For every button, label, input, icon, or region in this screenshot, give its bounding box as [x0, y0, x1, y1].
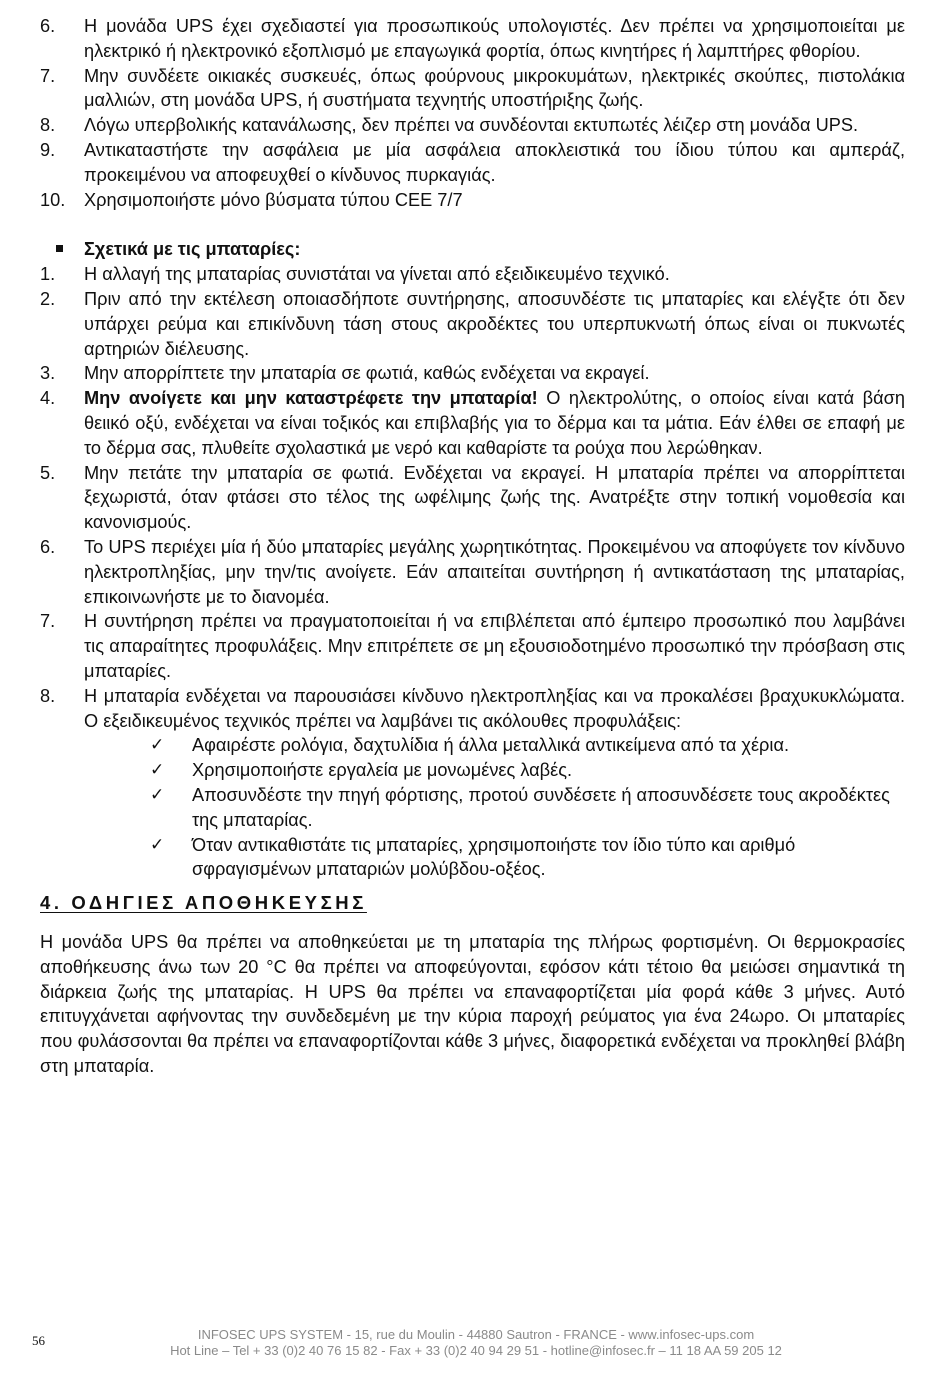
list-item	[40, 138, 905, 188]
item-text: Αντικαταστήστε την ασφάλεια με μία ασφάλεια αποκλειστικά του ίδιου τύπου και αμπεράζ, προκειμένου να αποφευχθεί ο κίνδυνος πυρκαγιάς.	[84, 139, 905, 185]
page-footer	[100, 1327, 852, 1359]
safety-list-continued	[40, 14, 905, 212]
list-item	[40, 14, 905, 64]
checklist-item	[150, 833, 905, 883]
item-number: 2.	[40, 288, 56, 309]
list-item	[40, 64, 905, 114]
list-item	[40, 361, 905, 386]
page-number: 56	[32, 1333, 45, 1348]
item-warning-bold: Μην ανοίγετε και μην καταστρέφετε την μπαταρία!	[84, 388, 538, 409]
section-title: 4. ΟΔΗΓΙΕΣ ΑΠΟΘΗΚΕΥΣΗΣ	[40, 892, 367, 914]
item-number: 6.	[40, 16, 56, 36]
checkmark-icon: ✓	[150, 735, 165, 756]
item-text: Η μονάδα UPS έχει σχεδιαστεί για προσωπικούς υπολογιστές. Δεν πρέπει να χρησιμοποιείται με ηλεκτρικό ή ηλεκτρονικό εξοπλισμό με επαγωγικά φορτία, όπως κινητήρες ή λαμπτήρες φθορίου.	[84, 16, 905, 61]
footer-address: INFOSEC UPS SYSTEM - 15, rue du Moulin - 44880 Sautron - FRANCE - www.infosec-ups.com	[197, 1327, 755, 1342]
item-number: 8.	[40, 685, 56, 706]
item-number: 4.	[40, 388, 56, 409]
item-number: 1.	[40, 264, 56, 285]
item-number: 7.	[40, 65, 56, 86]
item-text: Η συντήρηση πρέπει να πραγματοποιείται ή να επιβλέπεται από έμπειρο προσωπικό που λαμβάνει τις απαραίτητες προφυλάξεις. Μην επιτρέπετε σε μη εξουσιοδοτημένο προσωπικό την πρόσβαση στις μπαταρίες.	[84, 611, 905, 681]
item-text: Μην συνδέετε οικιακές συσκευές, όπως φούρνους μικροκυμάτων, ηλεκτρικές σκούπες, πιστολάκια μαλλιών, στη μονάδα UPS, ή συστήματα τεχνητής υποστήριξης ζωής.	[84, 65, 905, 111]
page-content	[40, 14, 905, 1079]
checklist-item	[150, 758, 905, 783]
checkmark-icon: ✓	[150, 784, 165, 805]
battery-subheading-text: Σχετικά με τις μπαταρίες:	[84, 239, 301, 260]
storage-paragraph: Η μονάδα UPS θα πρέπει να αποθηκεύεται με τη μπαταρία της πλήρως φορτισμένη. Οι θερμοκρασίες αποθήκευσης άνω των 20 °C θα πρέπει να αποφεύγονται, εφόσον κάτι τέτοιο θα μειώσει σημαντικά τη διάρκεια ζωής της μπαταρίας. Η UPS θα πρέπει να επαναφορτίζεται μία φορά κάθε 3 μήνες. Αυτό επιτυγχάνεται αφήνοντας την συνδεδεμένη με την κύρια παροχή ρεύματος για ένα 24ωρο. Οι μπαταρίες που φυλάσσονται θα πρέπει να επαναφορτίζονται κάθε 3 μήνες, διαφορετικά ενδέχεται να προκληθεί βλάβη στη μπαταρία.	[40, 932, 905, 1077]
footer-contact: Hot Line – Tel + 33 (0)2 40 76 15 82 - Fax + 33 (0)2 40 94 29 51 - hotline@infosec.fr – 11 18 AA 59 205 12	[170, 1343, 782, 1358]
checklist-text: Αφαιρέστε ρολόγια, δαχτυλίδια ή άλλα μεταλλικά αντικείμενα από τα χέρια.	[192, 735, 790, 756]
checklist-item	[150, 733, 905, 758]
item-number: 3.	[40, 363, 56, 384]
item-number: 10.	[40, 189, 66, 210]
list-item	[40, 386, 905, 460]
item-number: 7.	[40, 611, 56, 632]
battery-subheading	[40, 237, 905, 262]
list-item	[40, 535, 905, 609]
item-text: Ο ηλεκτρολύτης, ο οποίος είναι κατά βάση θειικό οξύ, ενδέχεται να είναι τοξικός και επιβλαβής για το δέρμα και τα μάτια. Εάν έλθει σε επαφή με το δέρμα σας, πλυθείτε σχολαστικά με νερό και καθαρίστε τα ρούχα που λερώθηκαν.	[84, 388, 905, 458]
checklist-item	[150, 783, 905, 833]
checklist-text: Χρησιμοποιήστε εργαλεία με μονωμένες λαβές.	[192, 760, 573, 781]
item-text: Μην απορρίπτετε την μπαταρία σε φωτιά, καθώς ενδέχεται να εκραγεί.	[84, 363, 650, 384]
item-number: 5.	[40, 462, 56, 483]
list-item	[40, 609, 905, 683]
item-text: Η αλλαγή της μπαταρίας συνιστάται να γίνεται από εξειδικευμένο τεχνικό.	[84, 264, 670, 285]
item-text: Μην πετάτε την μπαταρία σε φωτιά. Ενδέχεται να εκραγεί. Η μπαταρία πρέπει να απορρίπτεται ξεχωριστά, όταν φτάσει στο τέλος της ωφέλιμης ζωής της. Ανατρέξτε στην τοπική νομοθεσία και κανονισμούς.	[84, 462, 905, 533]
checkmark-icon: ✓	[150, 834, 165, 855]
checkmark-icon: ✓	[150, 760, 165, 781]
square-bullet-icon	[56, 245, 63, 252]
list-item	[40, 287, 905, 361]
precautions-checklist	[40, 733, 905, 882]
item-text: Λόγω υπερβολικής κατανάλωσης, δεν πρέπει να συνδέονται εκτυπωτές λέιζερ στη μονάδα UPS.	[84, 115, 859, 136]
item-text: Πριν από την εκτέλεση οποιασδήποτε συντήρησης, αποσυνδέστε τις μπαταρίες και ελέγξτε ότι δεν υπάρχει ρεύμα και επικίνδυνη τάση στους ακροδέκτες του υπερπυκνωτή όπως είναι οι πυκνωτές αρτηριών διέλευσης.	[84, 288, 905, 359]
item-text: Η μπαταρία ενδέχεται να παρουσιάσει κίνδυνο ηλεκτροπληξίας και να προκαλέσει βραχυκυκλώματα. Ο εξειδικευμένος τεχνικός πρέπει να λαμβάνει τις ακόλουθες προφυλάξεις:	[84, 685, 905, 731]
battery-list	[40, 262, 905, 733]
list-item	[40, 262, 905, 287]
list-item	[40, 684, 905, 734]
item-text: Το UPS περιέχει μία ή δύο μπαταρίες μεγάλης χωρητικότητας. Προκειμένου να αποφύγετε τον κίνδυνο ηλεκτροπληξίας, μην την/τις ανοίγετε. Εάν απαιτείται συντήρηση ή αντικατάσταση της μπαταρίας, επικοινωνήστε με το διανομέα.	[84, 536, 905, 607]
item-number: 8.	[40, 115, 56, 136]
list-item	[40, 188, 905, 213]
item-number: 9.	[40, 139, 56, 160]
list-item	[40, 461, 905, 535]
checklist-text: Αποσυνδέστε την πηγή φόρτισης, προτού συνδέσετε ή αποσυνδέσετε τους ακροδέκτες της μπαταρίας.	[192, 784, 890, 830]
item-text: Χρησιμοποιήστε μόνο βύσματα τύπου CEE 7/7	[84, 189, 463, 210]
item-number: 6.	[40, 536, 56, 557]
list-item	[40, 113, 905, 138]
checklist-text: Όταν αντικαθιστάτε τις μπαταρίες, χρησιμοποιήστε τον ίδιο τύπο και αριθμό σφραγισμένων μπαταριών μολύβδου-οξέος.	[192, 834, 796, 880]
spacer	[40, 212, 905, 237]
